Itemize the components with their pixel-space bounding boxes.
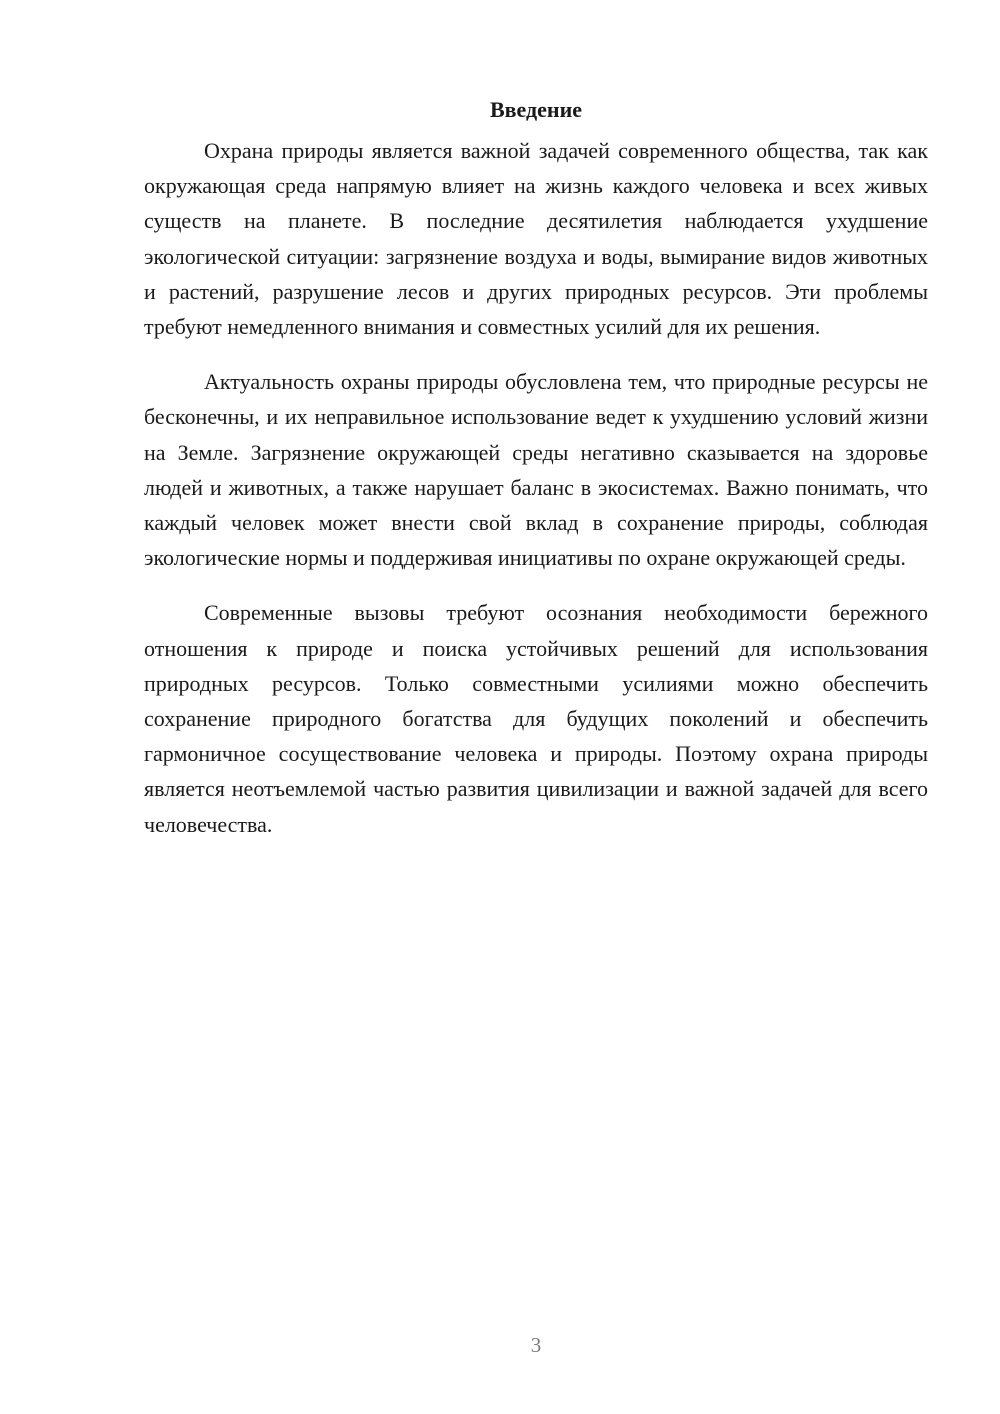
- paragraph-2: Актуальность охраны природы обусловлена тем, что природные ресурсы не бесконечны, и их неправильное использование ведет к ухудшению условий жизни на Земле. Загрязнение окружающей среды негативно сказывается на здоровье людей и животных, а также нарушает баланс в экосистемах. Важно понимать, что каждый человек может внести свой вклад в сохранение природы, соблюдая экологические нормы и поддерживая инициативы по охране окружающей среды.: [144, 369, 928, 571]
- paragraph-3: Современные вызовы требуют осознания необходимости бережного отношения к природе и поиска устойчивых решений для использования природных ресурсов. Только совместными усилиями можно обеспечить сохранение природного богатства для будущих поколений и обеспечить гармоничное сосуществование человека и природы. Поэтому охрана природы является неотъемлемой частью развития цивилизации и важной задачей для всего человечества.: [144, 600, 928, 837]
- paragraph-1: Охрана природы является важной задачей современного общества, так как окружающая среда напрямую влияет на жизнь каждого человека и всех живых существ на планете. В последние десятилетия наблюдается ухудшение экологической ситуации: загрязнение воздуха и воды, вымирание видов животных и растений, разрушение лесов и других природных ресурсов. Эти проблемы требуют немедленного внимания и совместных усилий для их решения.: [144, 138, 928, 340]
- section-title: Введение: [489, 97, 583, 122]
- page-content: [144, 92, 928, 862]
- page-number: 3: [530, 1333, 542, 1357]
